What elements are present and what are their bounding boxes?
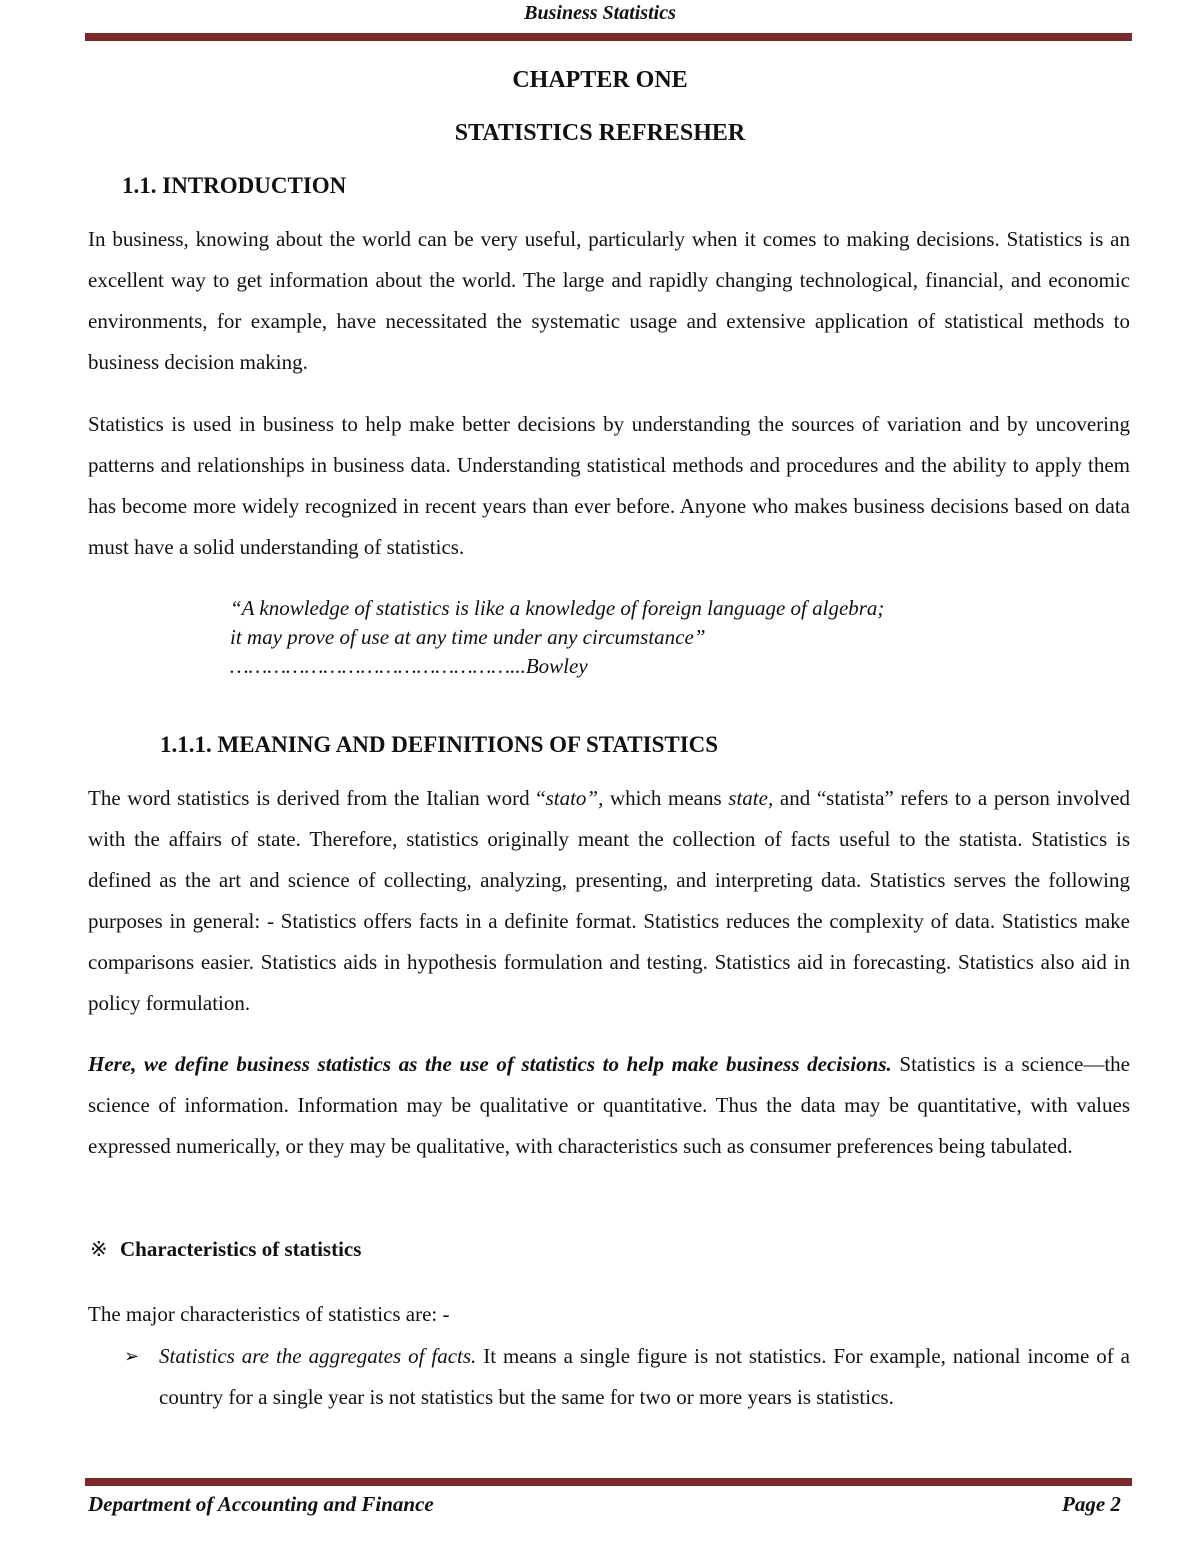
meaning-text-c: and “statista” refers to a person involved with the affairs of state. Therefore, statistics originally meant the collection of facts useful to the statista. Statistics is defined as the art and science of collecting, analyzing, presenting, and interpreting data. Statistics serves the following purposes in general: - Statistics offers facts in a definite format. Statistics reduces the complexity of data. Statistics make comparisons easier. Statistics aids in hypothesis formulation and testing. Statistics aid in forecasting. Statistics also aid in policy formulation. [88, 786, 1130, 1015]
intro-paragraph-1: In business, knowing about the world can be very useful, particularly when it comes to making decisions. Statistics is an excellent way to get information about the world. The large and rapidly changing technological, financial, and economic environments, for example, have necessitated the systematic usage and extensive application of statistical methods to business decision making. [88, 227, 1130, 374]
section-heading-characteristics [90, 1237, 361, 1262]
quote-text: “A knowledge of statistics is like a knowledge of foreign language of algebra; it may prove of use at any time under any circumstance” [230, 596, 885, 649]
characteristics-intro: The major characteristics of statistics are: - [88, 1302, 450, 1326]
meaning-text-a: The word statistics is derived from the Italian word “ [88, 786, 546, 810]
business-statistics-definition: Here, we define business statistics as the use of statistics to help make business decisions. [88, 1052, 892, 1076]
business-statistics-rest: Statistics is a science—the science of information. Information may be qualitative or quantitative. Thus the data may be quantitative, with values expressed numerically, or they may be qualitative, with characteristics such as consumer preferences being tabulated. [88, 1052, 1130, 1158]
characteristics-heading-text: Characteristics of statistics [120, 1237, 362, 1261]
section-heading-introduction: 1.1. INTRODUCTION [122, 173, 347, 198]
quote-dots: ……………………………………… [230, 654, 511, 678]
running-header: Business Statistics [524, 2, 676, 24]
section-heading-meaning: 1.1.1. MEANING AND DEFINITIONS OF STATISTICS [160, 732, 719, 757]
business-statistics-paragraph [88, 1044, 1130, 1167]
bullet-rest: It means a single figure is not statistics. For example, national income of a country for a single year is not statistics but the same for two or more years is statistics. [159, 1344, 1130, 1409]
meaning-italic-state: state, [728, 786, 774, 810]
bowley-quote [230, 594, 890, 681]
header-rule [85, 33, 1132, 41]
chapter-title: STATISTICS REFRESHER [454, 120, 746, 146]
quote-author: ...Bowley [510, 654, 588, 678]
bullet-text [159, 1336, 1130, 1418]
footer-rule [85, 1478, 1132, 1486]
bullet-italic: Statistics are the aggregates of facts. [159, 1344, 477, 1368]
meaning-italic-stato: stato”, [545, 786, 604, 810]
chapter-number: CHAPTER ONE [512, 67, 688, 93]
intro-paragraph-2: Statistics is used in business to help make better decisions by understanding the sources of variation and by uncovering patterns and relationships in business data. Understanding statistical methods and procedures and the ability to apply them has become more widely recognized in recent years than ever before. Anyone who makes business decisions based on data must have a solid understanding of statistics. [88, 412, 1130, 559]
page-number: Page 2 [1062, 1492, 1121, 1516]
meaning-paragraph [88, 778, 1130, 1024]
footer-department: Department of Accounting and Finance [88, 1492, 434, 1516]
meaning-text-b: which means [603, 786, 729, 810]
arrow-bullet-icon: ➢ [124, 1346, 140, 1367]
reference-mark-icon: ※ [90, 1237, 108, 1261]
